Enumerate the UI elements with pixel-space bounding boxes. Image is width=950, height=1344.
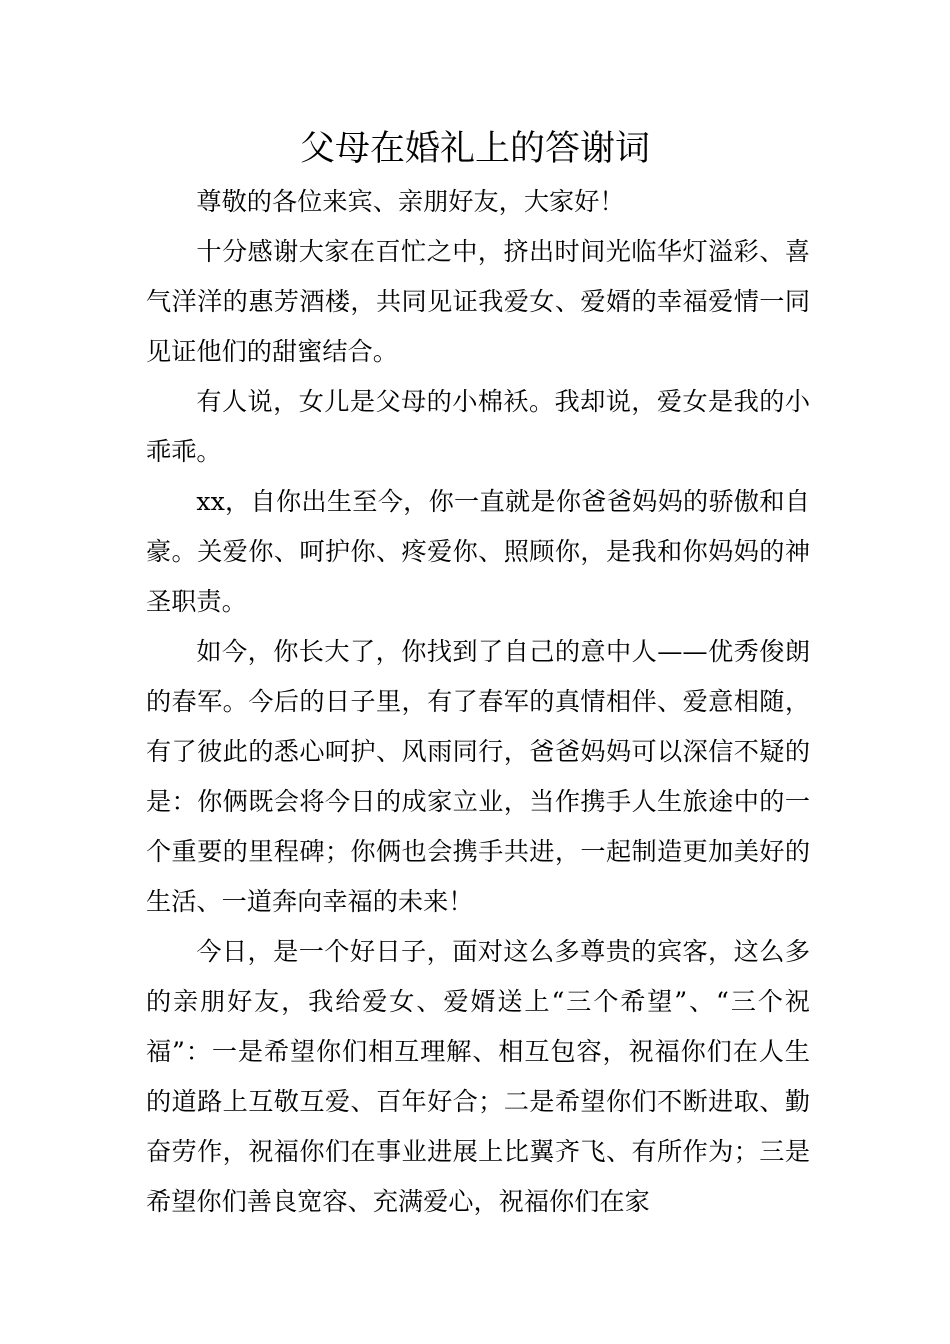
- paragraph-thanks: 十分感谢大家在百忙之中，挤出时间光临华灯溢彩、喜气洋洋的惠芳酒楼，共同见证我爱女、爱婿的幸福爱情一同见证他们的甜蜜结合。: [146, 237, 810, 366]
- document-body: [146, 177, 810, 1227]
- paragraph-greeting: 尊敬的各位来宾、亲朋好友，大家好！: [196, 187, 625, 216]
- paragraph-daughter: 有人说，女儿是父母的小棉袄。我却说，爱女是我的小乖乖。: [146, 387, 810, 466]
- paragraph-blessings: 今日，是一个好日子，面对这么多尊贵的宾客，这么多的亲朋好友，我给爱女、爱婿送上“三个希望”、“三个祝福”：一是希望你们相互理解、相互包容，祝福你们在人生的道路上互敬互爱、百年好合；二是希望你们不断进取、勤奋劳作，祝福你们在事业进展上比翼齐飞、有所作为；三是希望你们善良宽容、充满爱心，祝福你们在家: [146, 937, 810, 1216]
- paragraph-pride: xx，自你出生至今，你一直就是你爸爸妈妈的骄傲和自豪。关爱你、呵护你、疼爱你、照顾你，是我和你妈妈的神圣职责。: [146, 487, 810, 616]
- paragraph-partner: 如今，你长大了，你找到了自己的意中人——优秀俊朗的春军。今后的日子里，有了春军的真情相伴、爱意相随，有了彼此的悉心呵护、风雨同行，爸爸妈妈可以深信不疑的是：你俩既会将今日的成家立业，当作携手人生旅途中的一个重要的里程碑；你俩也会携手共进，一起制造更加美好的生活、一道奔向幸福的未来！: [146, 637, 810, 916]
- page-title: 父母在婚礼上的答谢词: [299, 129, 650, 169]
